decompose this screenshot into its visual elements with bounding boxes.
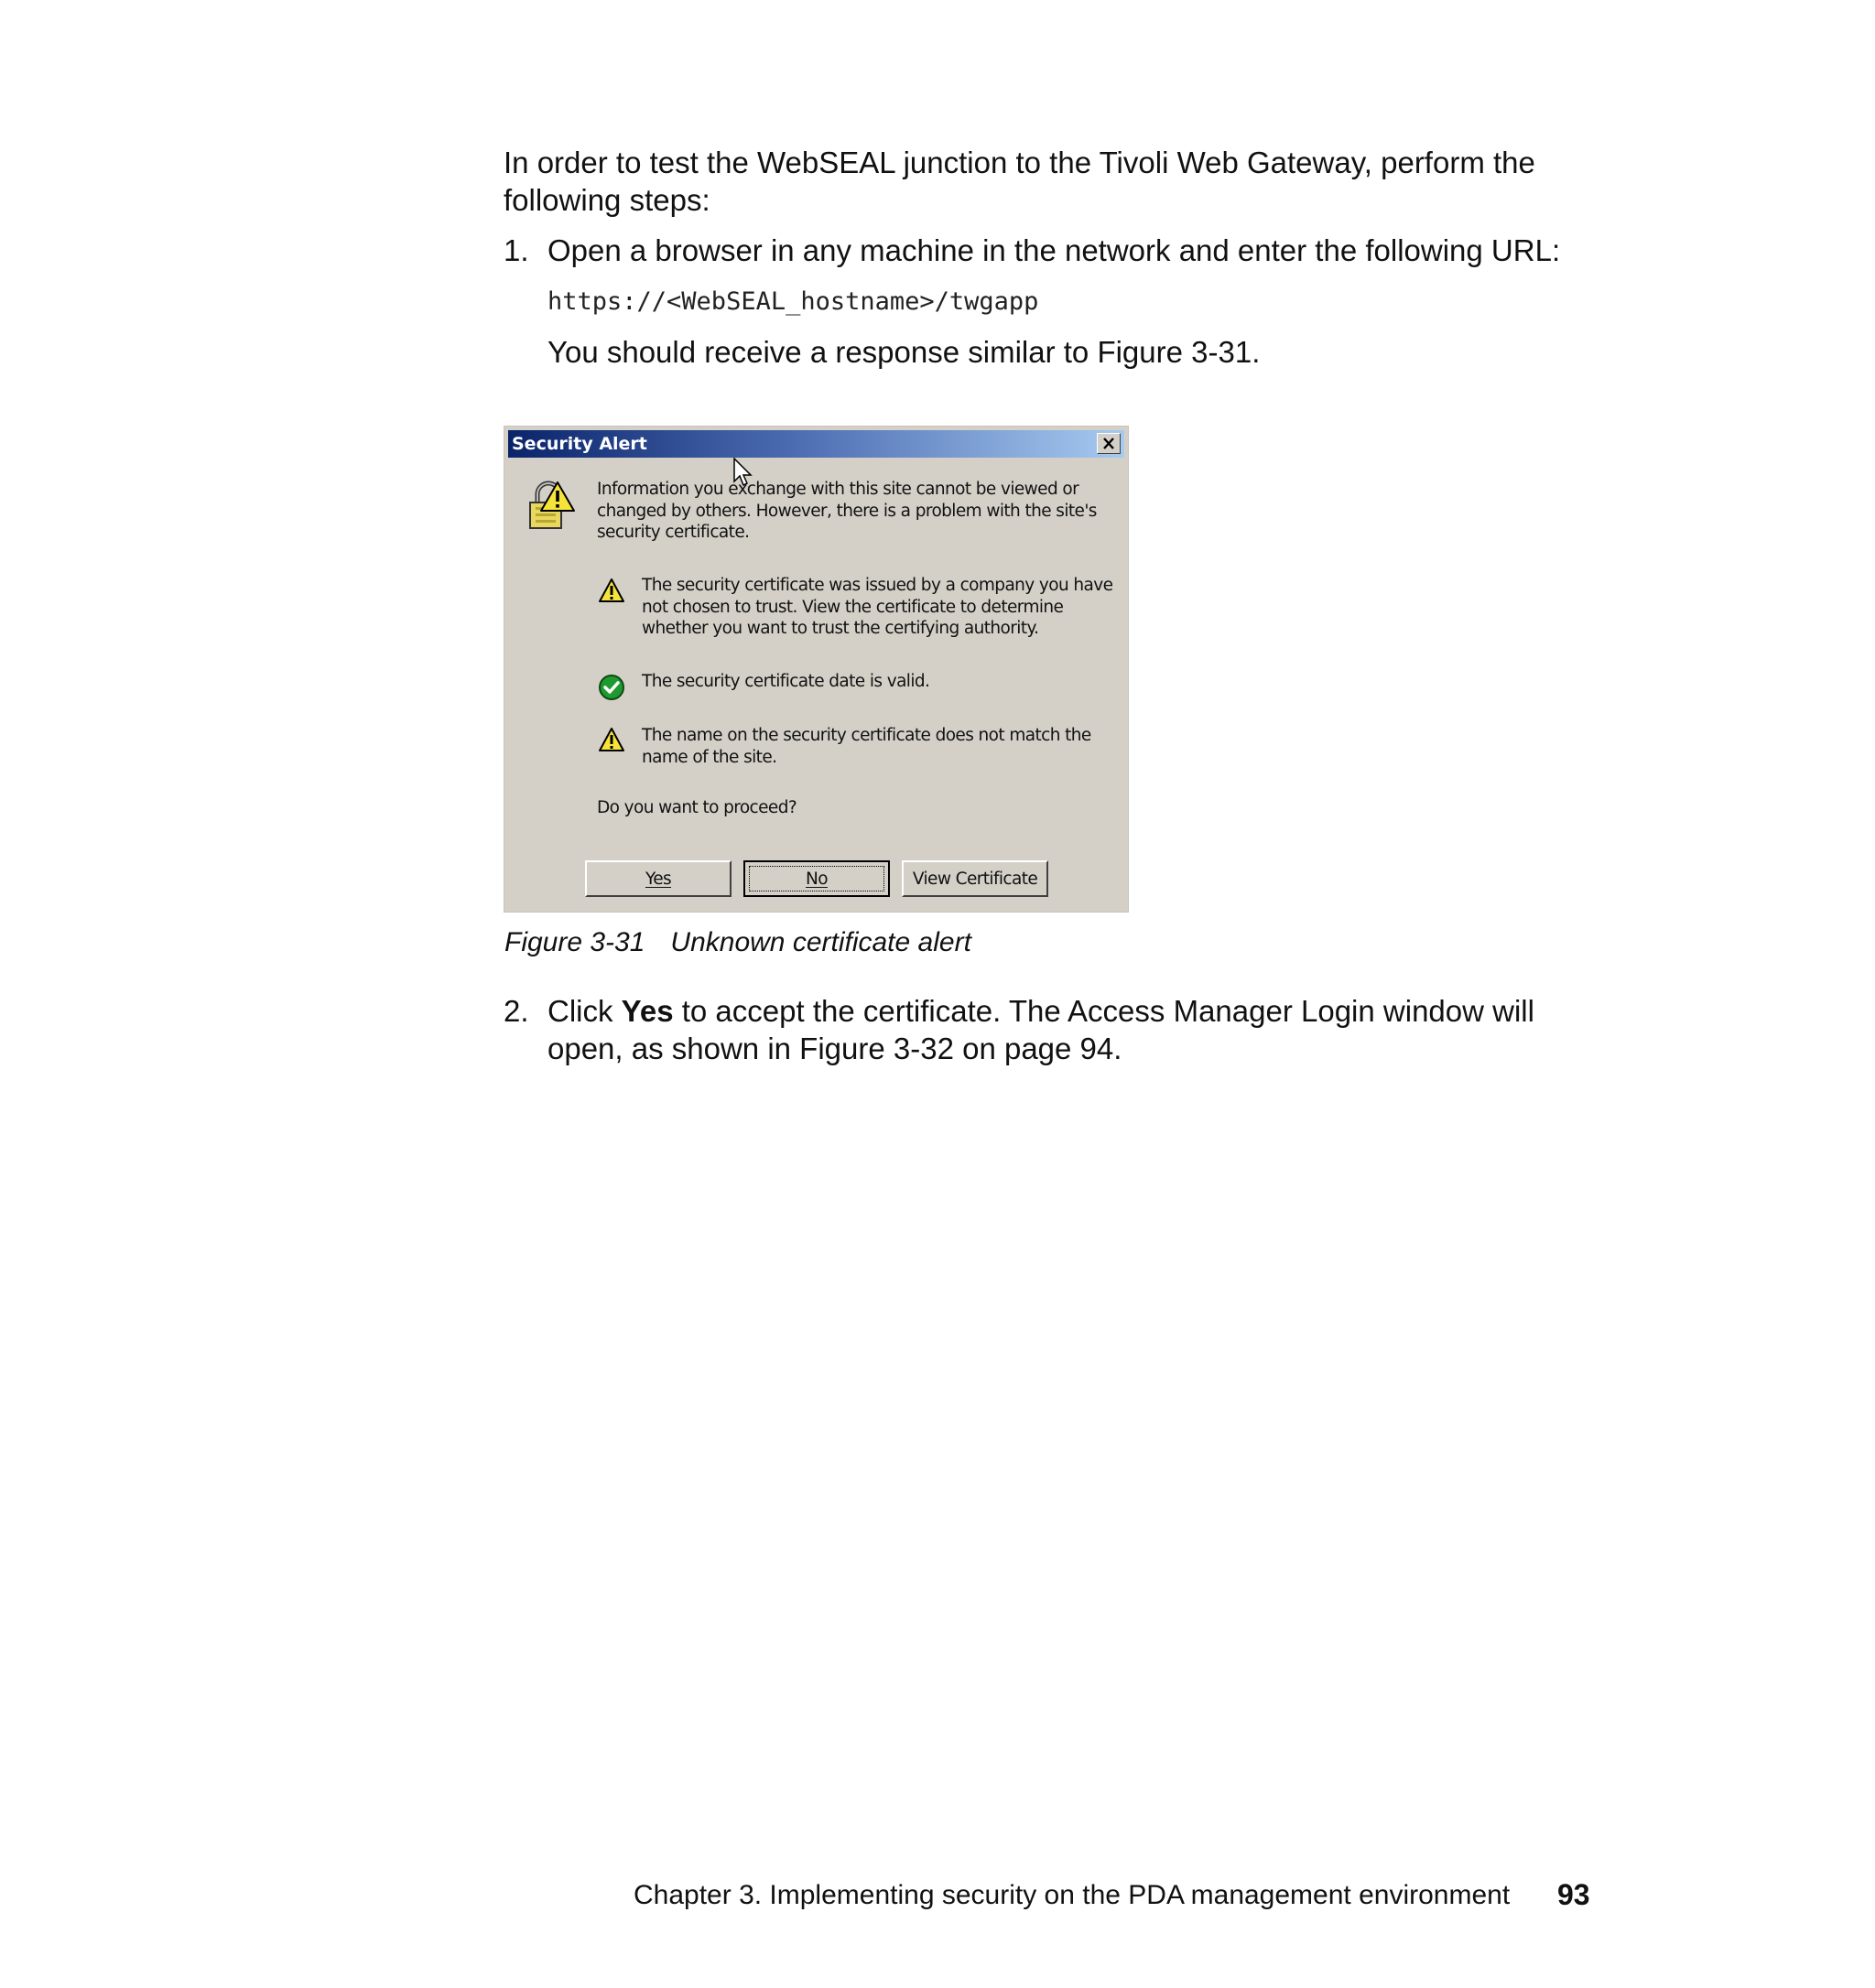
close-icon bbox=[1102, 438, 1115, 449]
figure-title: Unknown certificate alert bbox=[670, 927, 971, 957]
step-1-number: 1. bbox=[504, 233, 529, 267]
view-certificate-button[interactable] bbox=[902, 860, 1048, 897]
view-certificate-button-label: View Certificate bbox=[912, 869, 1038, 889]
step-2-suffix: to accept the certificate. The Access Manager Login window will open, as shown in Figure 3-32 on page 94. bbox=[547, 994, 1534, 1065]
warning-icon bbox=[598, 578, 625, 603]
certificate-date-valid: The security certificate date is valid. bbox=[642, 672, 930, 691]
warning-icon bbox=[598, 727, 625, 752]
padlock-warning-icon bbox=[525, 480, 578, 533]
security-alert-dialog bbox=[504, 426, 1129, 913]
dialog-title: Security Alert bbox=[512, 434, 647, 454]
yes-button[interactable] bbox=[585, 860, 732, 897]
figure-caption bbox=[504, 926, 971, 959]
focus-ring bbox=[749, 866, 884, 891]
dialog-message: Information you exchange with this site cannot be viewed or changed by others. However, there is a problem with the site's security certificate. bbox=[597, 480, 1097, 542]
close-button[interactable] bbox=[1097, 433, 1121, 454]
intro-paragraph: In order to test the WebSEAL junction to the Tivoli Web Gateway, perform the following steps: bbox=[504, 146, 1535, 217]
check-icon bbox=[598, 674, 625, 701]
no-button[interactable] bbox=[743, 860, 890, 897]
no-button-label: No bbox=[806, 869, 828, 889]
yes-button-label: Yes bbox=[645, 869, 672, 889]
step-2-bold-yes: Yes bbox=[621, 994, 674, 1028]
certificate-issuer-warning: The security certificate was issued by a company you have not chosen to trust. View the certificate to determine whether you want to trust the certifying authority. bbox=[642, 576, 1113, 638]
proceed-question: Do you want to proceed? bbox=[597, 798, 797, 817]
page-number: 93 bbox=[1557, 1878, 1590, 1911]
footer-chapter-title: Chapter 3. Implementing security on the PDA management environment bbox=[634, 1880, 1511, 1910]
certificate-name-mismatch-warning: The name on the security certificate does not match the name of the site. bbox=[642, 726, 1091, 767]
step-1-text: Open a browser in any machine in the network and enter the following URL: bbox=[547, 233, 1561, 267]
step-2-text bbox=[547, 992, 1600, 1067]
dialog-titlebar[interactable] bbox=[508, 430, 1124, 458]
step-2-number: 2. bbox=[504, 994, 529, 1028]
step-2-prefix: Click bbox=[547, 994, 622, 1028]
figure-label: Figure 3-31 bbox=[504, 927, 645, 957]
url-code: https://<WebSEAL_hostname>/twgapp bbox=[547, 287, 1039, 316]
step-1-result: You should receive a response similar to Figure 3-31. bbox=[547, 335, 1261, 369]
